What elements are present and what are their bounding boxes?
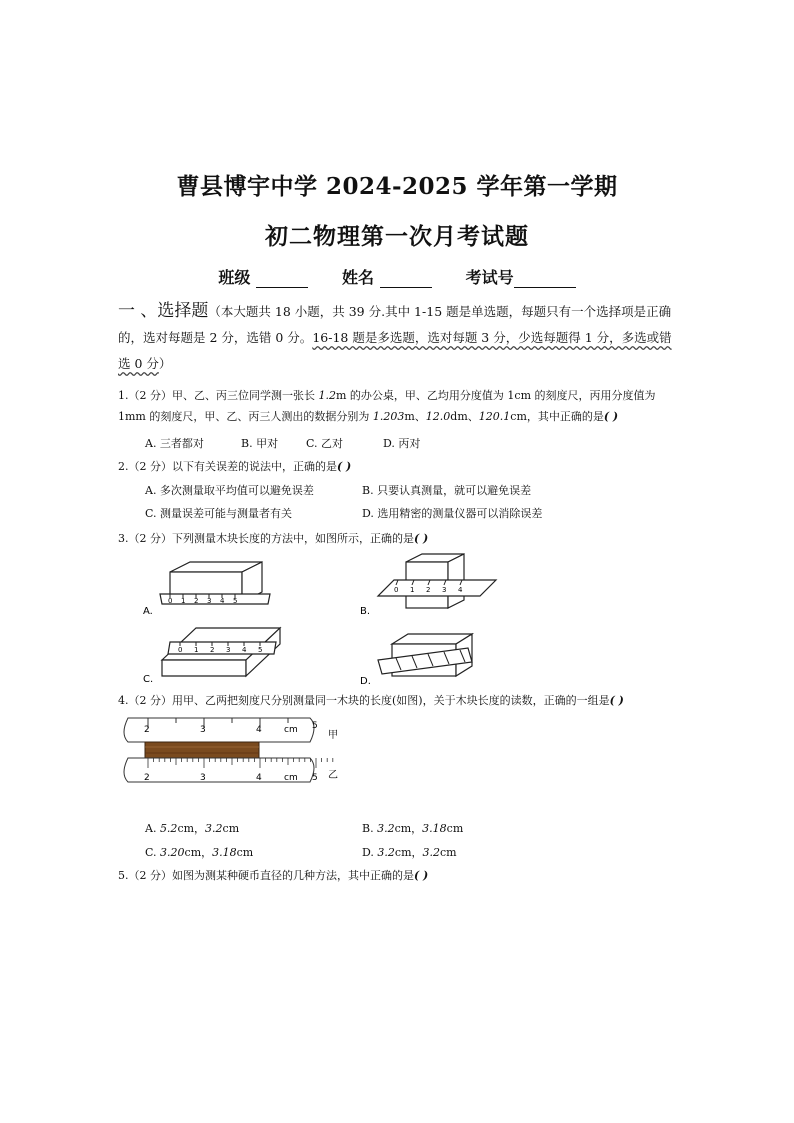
figure-label-a: A. xyxy=(143,606,153,617)
student-info-row xyxy=(0,265,794,288)
ruler-digit: 1 xyxy=(181,597,186,605)
q5-stem: 5.（2 分）如图为测某种硬币直径的几种方法，其中正确的是 xyxy=(118,869,414,882)
answer-paren[interactable]: ( ) xyxy=(609,694,624,707)
question-2 xyxy=(118,456,684,477)
q1-option-d[interactable]: D. 丙对 xyxy=(383,437,421,450)
question-3 xyxy=(118,528,684,549)
ruler-digit: 3 xyxy=(207,597,212,605)
question-5 xyxy=(118,865,684,886)
question-4 xyxy=(118,690,684,711)
ruler-name-yi: 乙 xyxy=(328,770,338,781)
ruler-digit: 3 xyxy=(442,586,447,594)
answer-paren[interactable]: ( ) xyxy=(414,532,429,545)
option-letter: A. xyxy=(145,822,160,835)
ruler-digit: 5 xyxy=(258,646,263,654)
ruler-digit: 1 xyxy=(194,646,199,654)
q4-option-a[interactable] xyxy=(145,818,239,840)
section-desc-3: ） xyxy=(158,356,172,371)
q4-option-c[interactable] xyxy=(145,842,253,864)
option-value: 3.20 xyxy=(160,846,185,859)
figure-label-b: B. xyxy=(360,606,371,617)
ruler-digit: 0 xyxy=(178,646,183,654)
ruler-digit: 2 xyxy=(210,646,215,654)
q1-stem: 1.（2 分）甲、乙、丙三位同学测一张长 xyxy=(118,389,319,402)
name-blank[interactable] xyxy=(380,271,432,288)
q1-value: 120.1 xyxy=(478,410,511,423)
q4-option-b[interactable] xyxy=(362,818,463,840)
ruler-number: 4 xyxy=(256,725,262,735)
name-label: 姓名 xyxy=(341,268,374,287)
option-unit: cm xyxy=(222,822,240,835)
q4-option-d[interactable] xyxy=(362,842,457,864)
ruler-number: 2 xyxy=(144,773,150,783)
ruler-number: 2 xyxy=(144,725,150,735)
q1-option-c[interactable]: C. 乙对 xyxy=(306,437,344,450)
ruler-number: 5 xyxy=(312,773,318,783)
ruler-digit: 0 xyxy=(168,597,173,605)
option-unit: cm， xyxy=(394,846,423,859)
q3-figure-d xyxy=(356,628,506,688)
q2-option-b[interactable]: B. 只要认真测量，就可以避免误差 xyxy=(362,484,532,497)
q3-figure-b xyxy=(356,552,506,618)
option-letter: B. xyxy=(362,822,378,835)
option-value: 3.2 xyxy=(377,846,395,859)
ruler-digit: 2 xyxy=(426,586,431,594)
q1-option-b[interactable]: B. 甲对 xyxy=(241,437,279,450)
class-blank[interactable] xyxy=(256,271,308,288)
ruler-digit: 0 xyxy=(394,586,399,594)
figure-label-d: D. xyxy=(360,676,371,687)
q1-stem: dm、 xyxy=(450,410,479,423)
option-value: 5.2 xyxy=(159,822,178,835)
q3-figure-a xyxy=(140,558,290,618)
exam-number-field xyxy=(466,265,576,288)
option-value: 3.2 xyxy=(422,846,441,859)
exam-title: 曹县博宇中学 2024-2025 学年第一学期 xyxy=(176,173,618,200)
option-letter: D. xyxy=(362,846,378,859)
ruler-digit: 5 xyxy=(233,597,238,605)
ruler-digit: 3 xyxy=(226,646,231,654)
q3-figure-c xyxy=(140,622,290,686)
option-unit: cm， xyxy=(394,822,423,835)
answer-paren[interactable]: ( ) xyxy=(603,410,619,423)
ruler-number: 3 xyxy=(200,725,206,735)
section-instructions xyxy=(118,298,684,377)
exam-number-blank[interactable] xyxy=(514,271,576,288)
figure-label-c: C. xyxy=(143,674,154,685)
ruler-number: 4 xyxy=(256,773,262,783)
q1-stem: m 的办公桌，甲、乙均用分度值为 1cm 的刻度尺，丙用分度值为 1mm 的刻度尺，甲、乙、丙三人测出的数据分别为 xyxy=(118,389,656,423)
section-desc-multi: 16-18 题是多选题，选对每题 3 分，少选每题得 1 分，多选或错选 0 分 xyxy=(118,330,672,371)
option-unit: cm xyxy=(446,822,464,835)
section-desc-1: （本大题共 18 小题，共 39 分.其中 1-15 题是单选题，每题只有一个选择项是正确的，选对每题是 2 分，选错 0 分。 xyxy=(118,304,672,345)
name-field xyxy=(342,265,432,288)
option-unit: cm， xyxy=(184,846,213,859)
q2-option-a[interactable]: A. 多次测量取平均值可以避免误差 xyxy=(145,484,314,497)
q4-stem: 4.（2 分）用甲、乙两把刻度尺分别测量同一木块的长度(如图)，关于木块长度的读数，正确的一组是 xyxy=(118,694,610,707)
ruler-digit: 4 xyxy=(220,597,225,605)
option-unit: cm xyxy=(440,846,457,859)
ruler-name-jia: 甲 xyxy=(328,730,338,741)
ruler-unit: cm xyxy=(284,773,298,783)
ruler-unit: cm xyxy=(284,725,298,735)
exam-subtitle: 初二物理第一次月考试题 xyxy=(265,223,529,250)
q1-value: 1.2 xyxy=(318,389,336,402)
q1-stem: m、 xyxy=(404,410,426,423)
q1-value: 1.203 xyxy=(372,410,405,423)
section-heading: 一 、选择题 xyxy=(118,301,209,321)
q2-option-d[interactable]: D. 选用精密的测量仪器可以消除误差 xyxy=(362,507,543,520)
option-unit: cm， xyxy=(177,822,206,835)
answer-paren[interactable]: ( ) xyxy=(414,869,429,882)
ruler-digit: 4 xyxy=(458,586,463,594)
q1-option-a[interactable]: A. 三者都对 xyxy=(145,437,204,450)
q2-stem: 2.（2 分）以下有关误差的说法中，正确的是 xyxy=(118,460,337,473)
option-value: 3.18 xyxy=(422,822,447,835)
option-letter: C. xyxy=(145,846,161,859)
option-value: 3.2 xyxy=(205,822,223,835)
q1-stem: cm，其中正确的是 xyxy=(510,410,604,423)
ruler-digit: 2 xyxy=(194,597,199,605)
q1-value: 12.0 xyxy=(425,410,451,423)
exam-number-label: 考试号 xyxy=(465,268,514,287)
q3-stem: 3.（2 分）下列测量木块长度的方法中，如图所示，正确的是 xyxy=(118,532,414,545)
answer-paren[interactable]: ( ) xyxy=(337,460,352,473)
class-field xyxy=(218,265,308,288)
option-value: 3.2 xyxy=(377,822,395,835)
ruler-digit: 1 xyxy=(410,586,415,594)
ruler-number: 3 xyxy=(200,773,206,783)
option-unit: cm xyxy=(236,846,254,859)
q4-rulers-figure xyxy=(118,712,358,792)
question-1 xyxy=(118,385,684,427)
option-value: 3.18 xyxy=(212,846,237,859)
class-label: 班级 xyxy=(218,268,251,287)
q2-option-c[interactable]: C. 测量误差可能与测量者有关 xyxy=(145,507,293,520)
ruler-number: 5 xyxy=(312,721,318,731)
ruler-digit: 4 xyxy=(242,646,247,654)
